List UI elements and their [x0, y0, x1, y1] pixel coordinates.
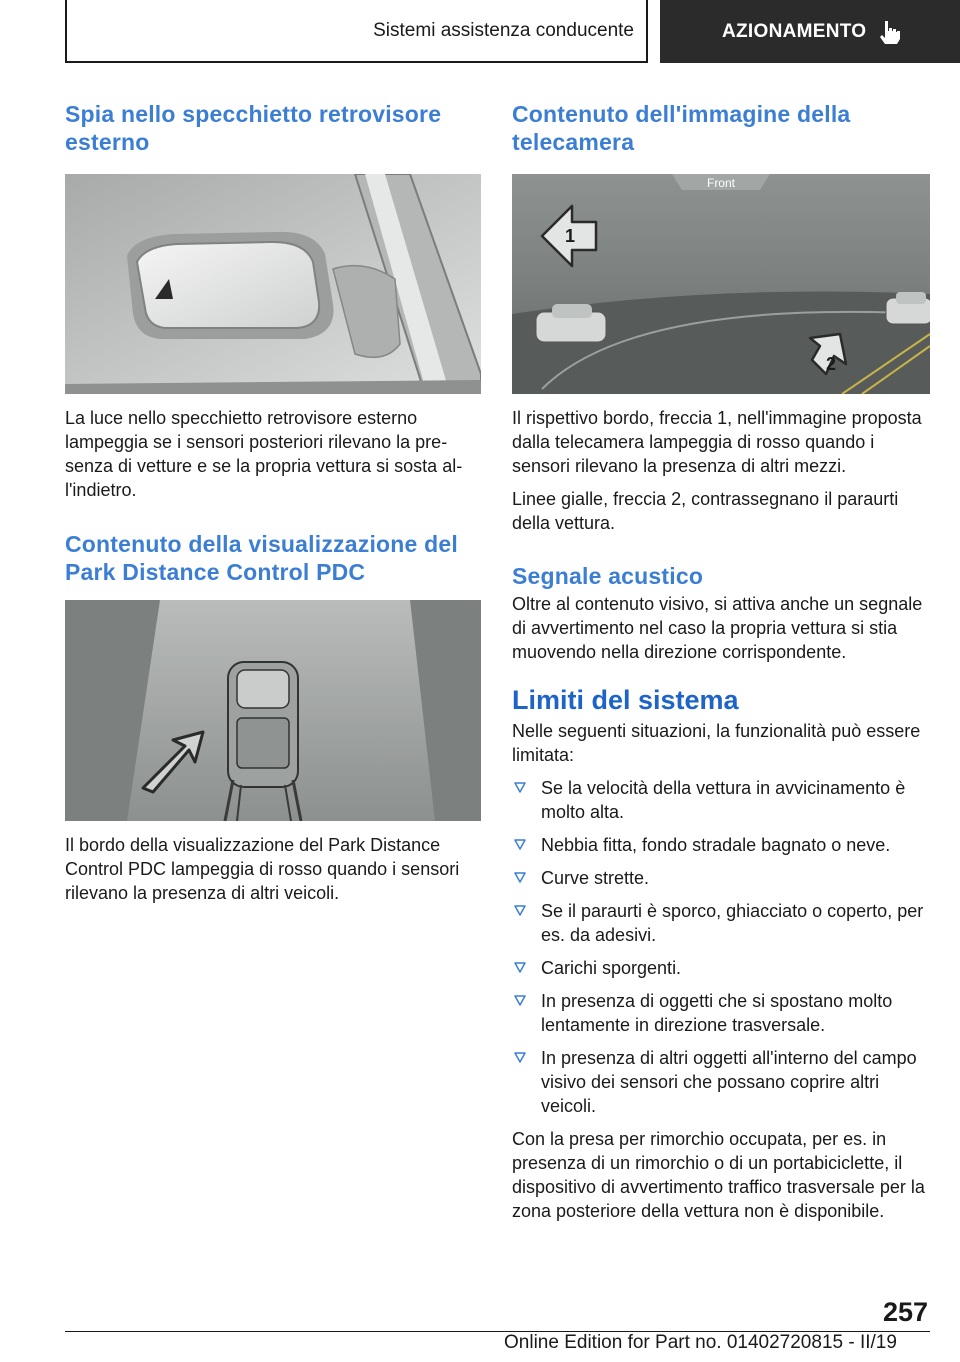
- bullet-triangle-icon: [514, 839, 526, 851]
- paragraph-pdc: Il bordo della visualizzazione del Park Distance Control PDC lampeggia di rosso quando i sensori rilevano la presenza di altri veicoli.: [65, 835, 460, 903]
- camera-front-label: Front: [706, 176, 736, 190]
- pdc-figure: [65, 600, 481, 821]
- heading-acoustic-signal: Segnale acustico: [512, 563, 704, 589]
- left-column: [65, 100, 481, 905]
- camera-illustration: [512, 174, 930, 394]
- heading-system-limits: Limiti del sistema: [512, 685, 739, 715]
- paragraph-camera-2: Linee gialle, freccia 2, contrassegnano il paraurti della vettura.: [512, 489, 899, 533]
- list-item: Curve strette.: [512, 866, 930, 890]
- pointing-hand-icon: [876, 19, 902, 45]
- header-chapter-tab: [660, 0, 960, 63]
- bullet-triangle-icon: [514, 872, 526, 884]
- list-item: Nebbia fitta, fondo stradale bagnato o neve.: [512, 833, 930, 857]
- page-number: 257: [882, 1297, 928, 1327]
- chapter-title: AZIONAMENTO: [722, 20, 867, 42]
- section-title: Sistemi assistenza conducente: [373, 19, 634, 41]
- list-item: In presenza di altri oggetti all'interno del campo visivo dei sensori che possano coprire altri veicoli.: [512, 1046, 930, 1118]
- header-section-title: [65, 0, 648, 63]
- list-item: Se il paraurti è sporco, ghiacciato o coperto, per es. da adesivi.: [512, 899, 930, 947]
- paragraph-acoustic: Oltre al contenuto visivo, si attiva anche un segnale di avvertimento nel caso la propria vettura si stia muovendo nella direzione corrispondente.: [512, 594, 923, 662]
- bullet-triangle-icon: [514, 782, 526, 794]
- paragraph-mirror: La luce nello specchietto retrovisore esterno lampeggia se i sensori posteriori rilevano la presenza di vetture e se la propria vettura si sosta all'indietro.: [65, 408, 463, 500]
- heading-camera-image: Contenuto dell'immagine della telecamera: [512, 101, 851, 155]
- right-column: [512, 100, 930, 1223]
- paragraph-limits-intro: Nelle seguenti situazioni, la funzionalità può essere limitata:: [512, 721, 921, 765]
- heading-mirror-indicator: Spia nello specchietto retrovisore esterno: [65, 101, 442, 155]
- bullet-triangle-icon: [514, 1052, 526, 1064]
- callout-2: 2: [825, 354, 837, 374]
- list-item: In presenza di oggetti che si spostano molto lentamente in direzione trasversale.: [512, 989, 930, 1037]
- paragraph-camera-1: Il rispettivo bordo, freccia 1, nell'immagine proposta dalla telecamera lampeggia di rosso quando i sensori rilevano la presenza di altri mezzi.: [512, 408, 922, 476]
- list-item: Carichi sporgenti.: [512, 956, 930, 980]
- bullet-triangle-icon: [514, 962, 526, 974]
- pdc-illustration: [65, 600, 481, 821]
- paragraph-trailer: Con la presa per rimorchio occupata, per es. in presenza di un rimorchio o di un portabiciclette, il dispositivo di avvertimento traffico trasversale per la zona posteriore della vettura non è disponibile.: [512, 1129, 925, 1221]
- list-item: Se la velocità della vettura in avvicinamento è molto alta.: [512, 776, 930, 824]
- camera-figure: [512, 174, 930, 394]
- limits-list: [512, 776, 930, 1118]
- callout-1: 1: [564, 226, 576, 246]
- bullet-triangle-icon: [514, 905, 526, 917]
- edition-footer: Online Edition for Part no. 01402720815 - II/19: [504, 1332, 897, 1353]
- mirror-illustration: [65, 174, 481, 394]
- mirror-figure: [65, 174, 481, 394]
- heading-pdc-display: Contenuto della visualizzazione del Park Distance Control PDC: [65, 531, 458, 585]
- bullet-triangle-icon: [514, 995, 526, 1007]
